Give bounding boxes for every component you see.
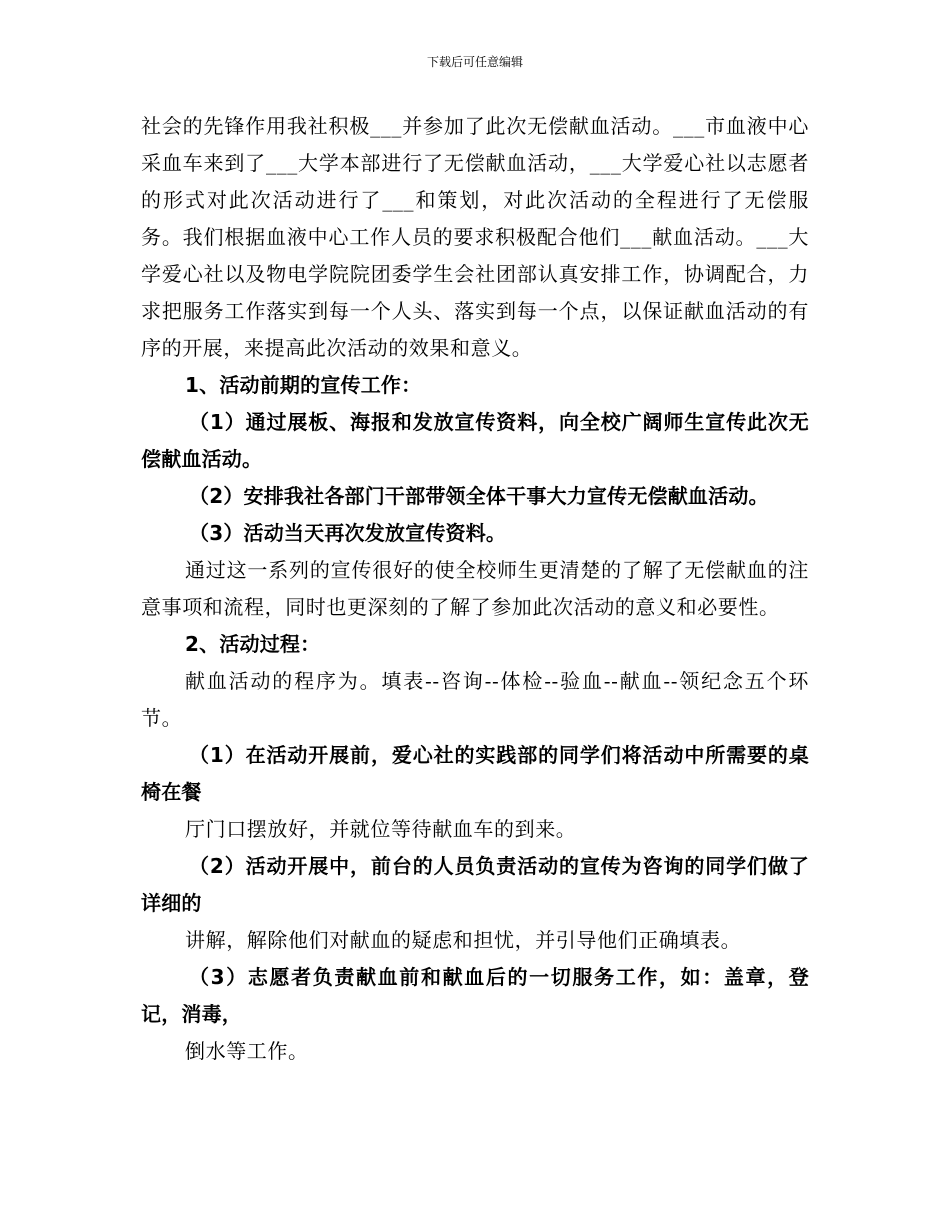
body-paragraph: 讲解，解除他们对献血的疑虑和担忧，并引导他们正确填表。 [185,928,742,952]
bold-list-item: （2）活动开展中，前台的人员负责活动的宣传为咨询的同学们做了详细的 [141,854,809,915]
body-paragraph: 通过这一系列的宣传很好的使全校师生更清楚的了解了无偿献血的注意事项和流程，同时也更深刻的了解了参加此次活动的意义和必要性。 [141,558,809,619]
section-heading: 2、活动过程： [185,632,321,656]
bold-list-item: （1）通过展板、海报和发放宣传资料，向全校广阔师生宣传此次无偿献血活动。 [141,410,809,471]
body-paragraph: 倒水等工作。 [185,1039,309,1063]
bold-list-item: （3）志愿者负责献血前和献血后的一切服务工作，如：盖章，登记，消毒， [141,965,809,1026]
body-paragraph: 社会的先锋作用我社积极___并参加了此次无偿献血活动。___市血液中心采血车来到了___大学本部进行了无偿献血活动，___大学爱心社以志愿者的形式对此次活动进行了___和策划，对此次活动的全程进行了无偿服务。我们根据血液中心工作人员的要求积极配合他们___献血活动。___大学爱心社以及物电学院院团委学生会社团部认真安排工作，协调配合，力求把服务工作落实到每一个人头、落实到每一个点，以保证献血活动的有序的开展，来提高此次活动的效果和意义。 [141,114,809,360]
body-paragraph: 厅门口摆放好，并就位等待献血车的到来。 [185,817,577,841]
bold-list-item: （1）在活动开展前，爱心社的实践部的同学们将活动中所需要的桌椅在餐 [141,743,809,804]
bold-list-item: （2）安排我社各部门干部带领全体干事大力宣传无偿献血活动。 [189,484,769,508]
document-body [141,108,809,1070]
body-paragraph: 献血活动的程序为。填表--咨询--体检--验血--献血--领纪念五个环节。 [141,669,809,730]
bold-list-item: （3）活动当天再次发放宣传资料。 [189,521,507,545]
page-header: 下载后可任意编辑 [426,55,523,69]
section-heading: 1、活动前期的宣传工作： [185,373,422,397]
